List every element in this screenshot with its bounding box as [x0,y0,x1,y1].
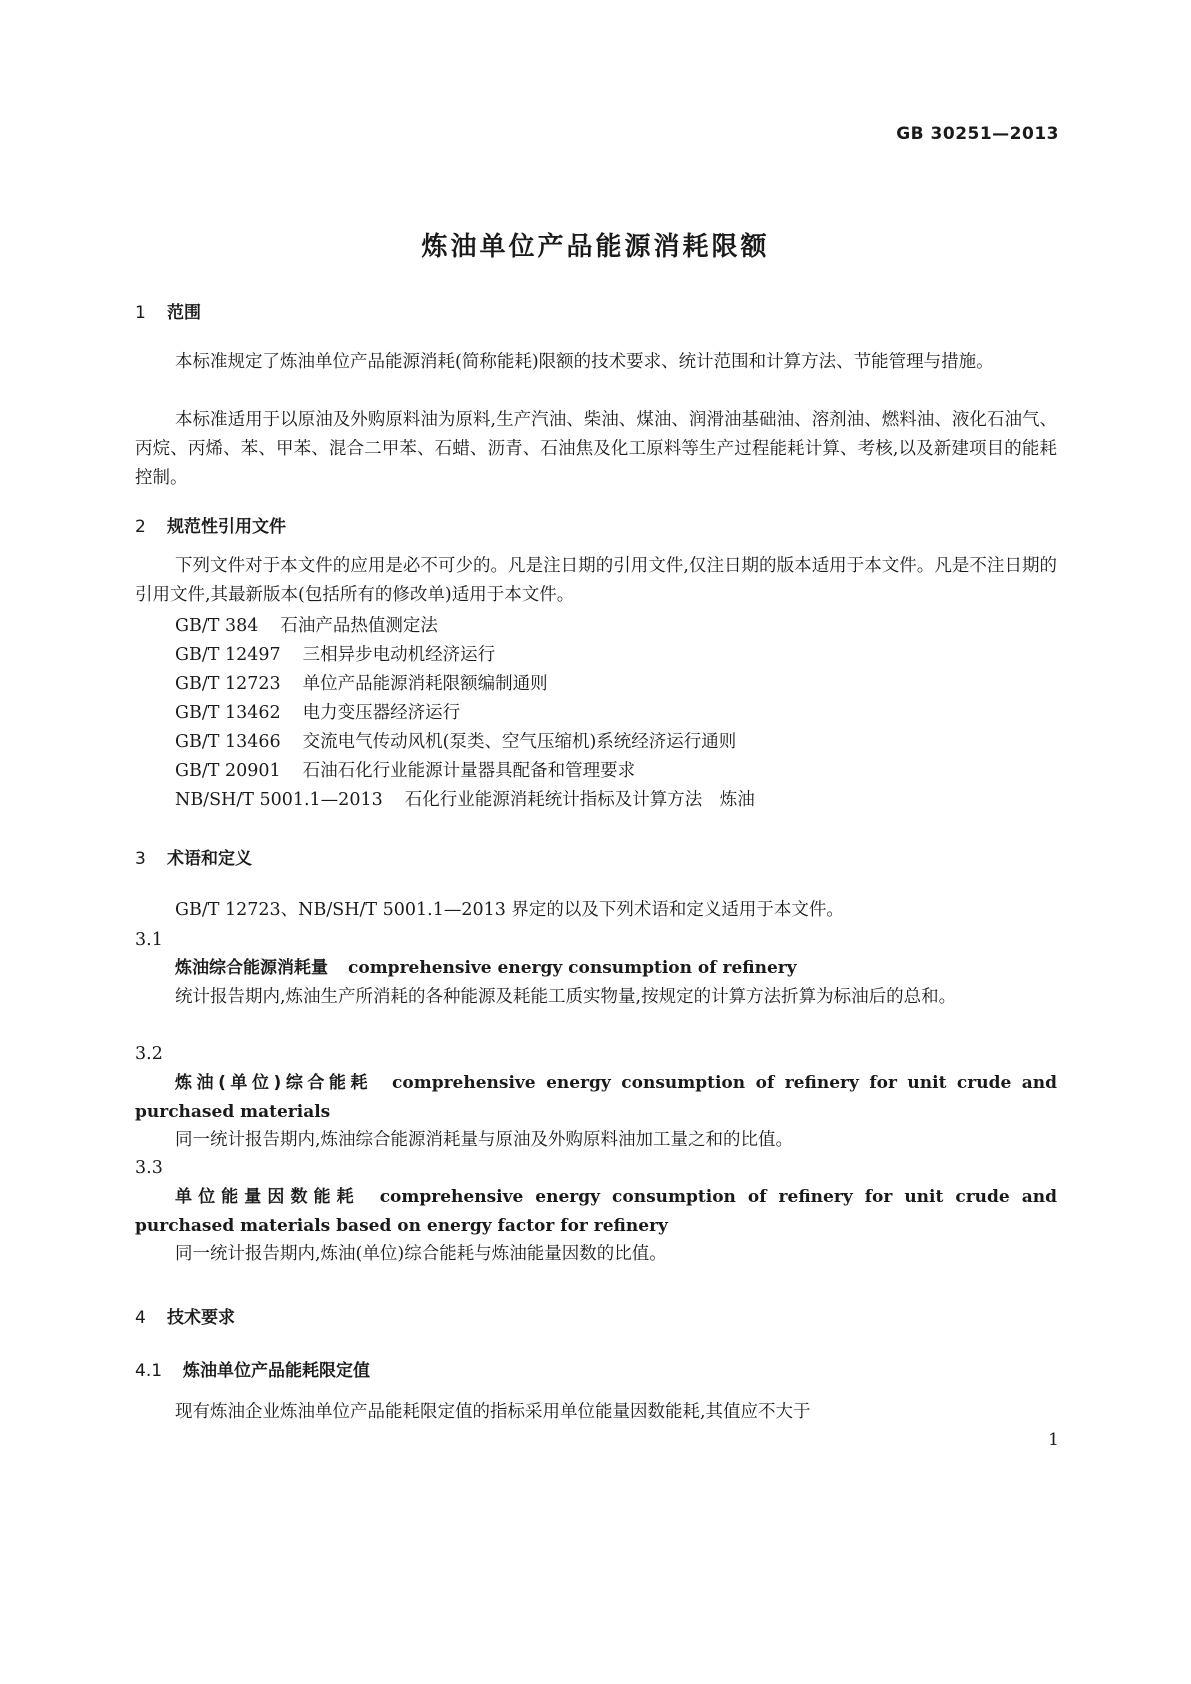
section-number: 3 [135,849,146,869]
subsection-4-1-paragraph: 现有炼油企业炼油单位产品能耗限定值的指标采用单位能量因数能耗,其值应不大于 [175,1402,811,1422]
document-title: 炼油单位产品能源消耗限额 [421,232,770,262]
reference-code: GB/T 12723 [175,674,281,694]
reference-code: GB/T 384 [175,616,259,636]
subsection-4-1-heading [135,1356,370,1381]
reference-code: GB/T 13462 [175,703,281,723]
term-chinese: 炼油综合能源消耗量 [175,958,328,978]
section-1-paragraph-2: 本标准适用于以原油及外购原料油为原料,生产汽油、柴油、煤油、润滑油基础油、溶剂油、燃料油、液化石油气、丙烷、丙烯、苯、甲苯、混合二甲苯、石蜡、沥青、石油焦及化工原料等生产过程能耗计算、考核,以及新建项目的能耗控制。 [135,410,1057,488]
term-definition: 同一统计报告期内,炼油(单位)综合能耗与炼油能量因数的比值。 [175,1244,667,1264]
reference-item [175,612,438,637]
reference-code: GB/T 13466 [175,732,281,752]
section-title: 技术要求 [167,1308,235,1328]
section-2-heading [135,512,286,537]
term-number: 3.1 [135,930,163,950]
reference-code: NB/SH/T 5001.1—2013 [175,790,383,810]
term-definition: 同一统计报告期内,炼油综合能源消耗量与原油及外购原料油加工量之和的比值。 [175,1130,794,1150]
reference-code: GB/T 20901 [175,761,281,781]
section-1-heading [135,298,201,323]
section-1-paragraph-1: 本标准规定了炼油单位产品能源消耗(简称能耗)限额的技术要求、统计范围和计算方法、节能管理与措施。 [175,352,994,372]
reference-item [175,786,755,811]
section-4-heading [135,1303,235,1328]
term-english: comprehensive energy consumption of refinery for unit crude and purchased materials based on energy factor for refinery [135,1187,1057,1236]
reference-item [175,757,635,782]
term-chinese: 炼油(单位)综合能耗 [175,1073,373,1093]
term-english: comprehensive energy consumption of refinery [348,958,797,978]
standard-code: GB 30251—2013 [896,124,1059,144]
reference-title: 交流电气传动风机(泵类、空气压缩机)系统经济运行通则 [302,732,737,752]
reference-item [175,728,736,753]
section-number: 4 [135,1308,146,1328]
term-english: comprehensive energy consumption of refinery for unit crude and purchased materials [135,1073,1057,1122]
reference-code: GB/T 12497 [175,645,281,665]
page-number: 1 [1048,1430,1059,1450]
term-heading [135,1069,1057,1127]
section-3-intro: GB/T 12723、NB/SH/T 5001.1—2013 界定的以及下列术语和定义适用于本文件。 [175,900,844,920]
section-number: 1 [135,303,146,323]
section-title: 术语和定义 [167,849,252,869]
section-2-intro: 下列文件对于本文件的应用是必不可少的。凡是注日期的引用文件,仅注日期的版本适用于本文件。凡是不注日期的引用文件,其最新版本(包括所有的修改单)适用于本文件。 [135,556,1057,605]
term-chinese: 单位能量因数能耗 [175,1187,360,1207]
reference-item [175,670,548,695]
term-heading [135,954,1057,983]
section-title: 规范性引用文件 [167,517,286,537]
reference-title: 石化行业能源消耗统计指标及计算方法 炼油 [404,790,755,810]
reference-title: 电力变压器经济运行 [302,703,461,723]
section-title: 范围 [167,303,201,323]
subsection-number: 4.1 [135,1361,163,1381]
reference-title: 三相异步电动机经济运行 [302,645,496,665]
term-heading [135,1183,1057,1241]
term-number: 3.2 [135,1044,163,1064]
section-number: 2 [135,517,146,537]
reference-title: 石油石化行业能源计量器具配备和管理要求 [302,761,636,781]
term-definition: 统计报告期内,炼油生产所消耗的各种能源及耗能工质实物量,按规定的计算方法折算为标油后的总和。 [175,987,957,1007]
reference-item [175,641,495,666]
reference-item [175,699,460,724]
subsection-title: 炼油单位产品能耗限定值 [183,1361,370,1381]
section-3-heading [135,844,252,869]
term-number: 3.3 [135,1158,163,1178]
reference-title: 单位产品能源消耗限额编制通则 [302,674,548,694]
reference-title: 石油产品热值测定法 [280,616,438,636]
